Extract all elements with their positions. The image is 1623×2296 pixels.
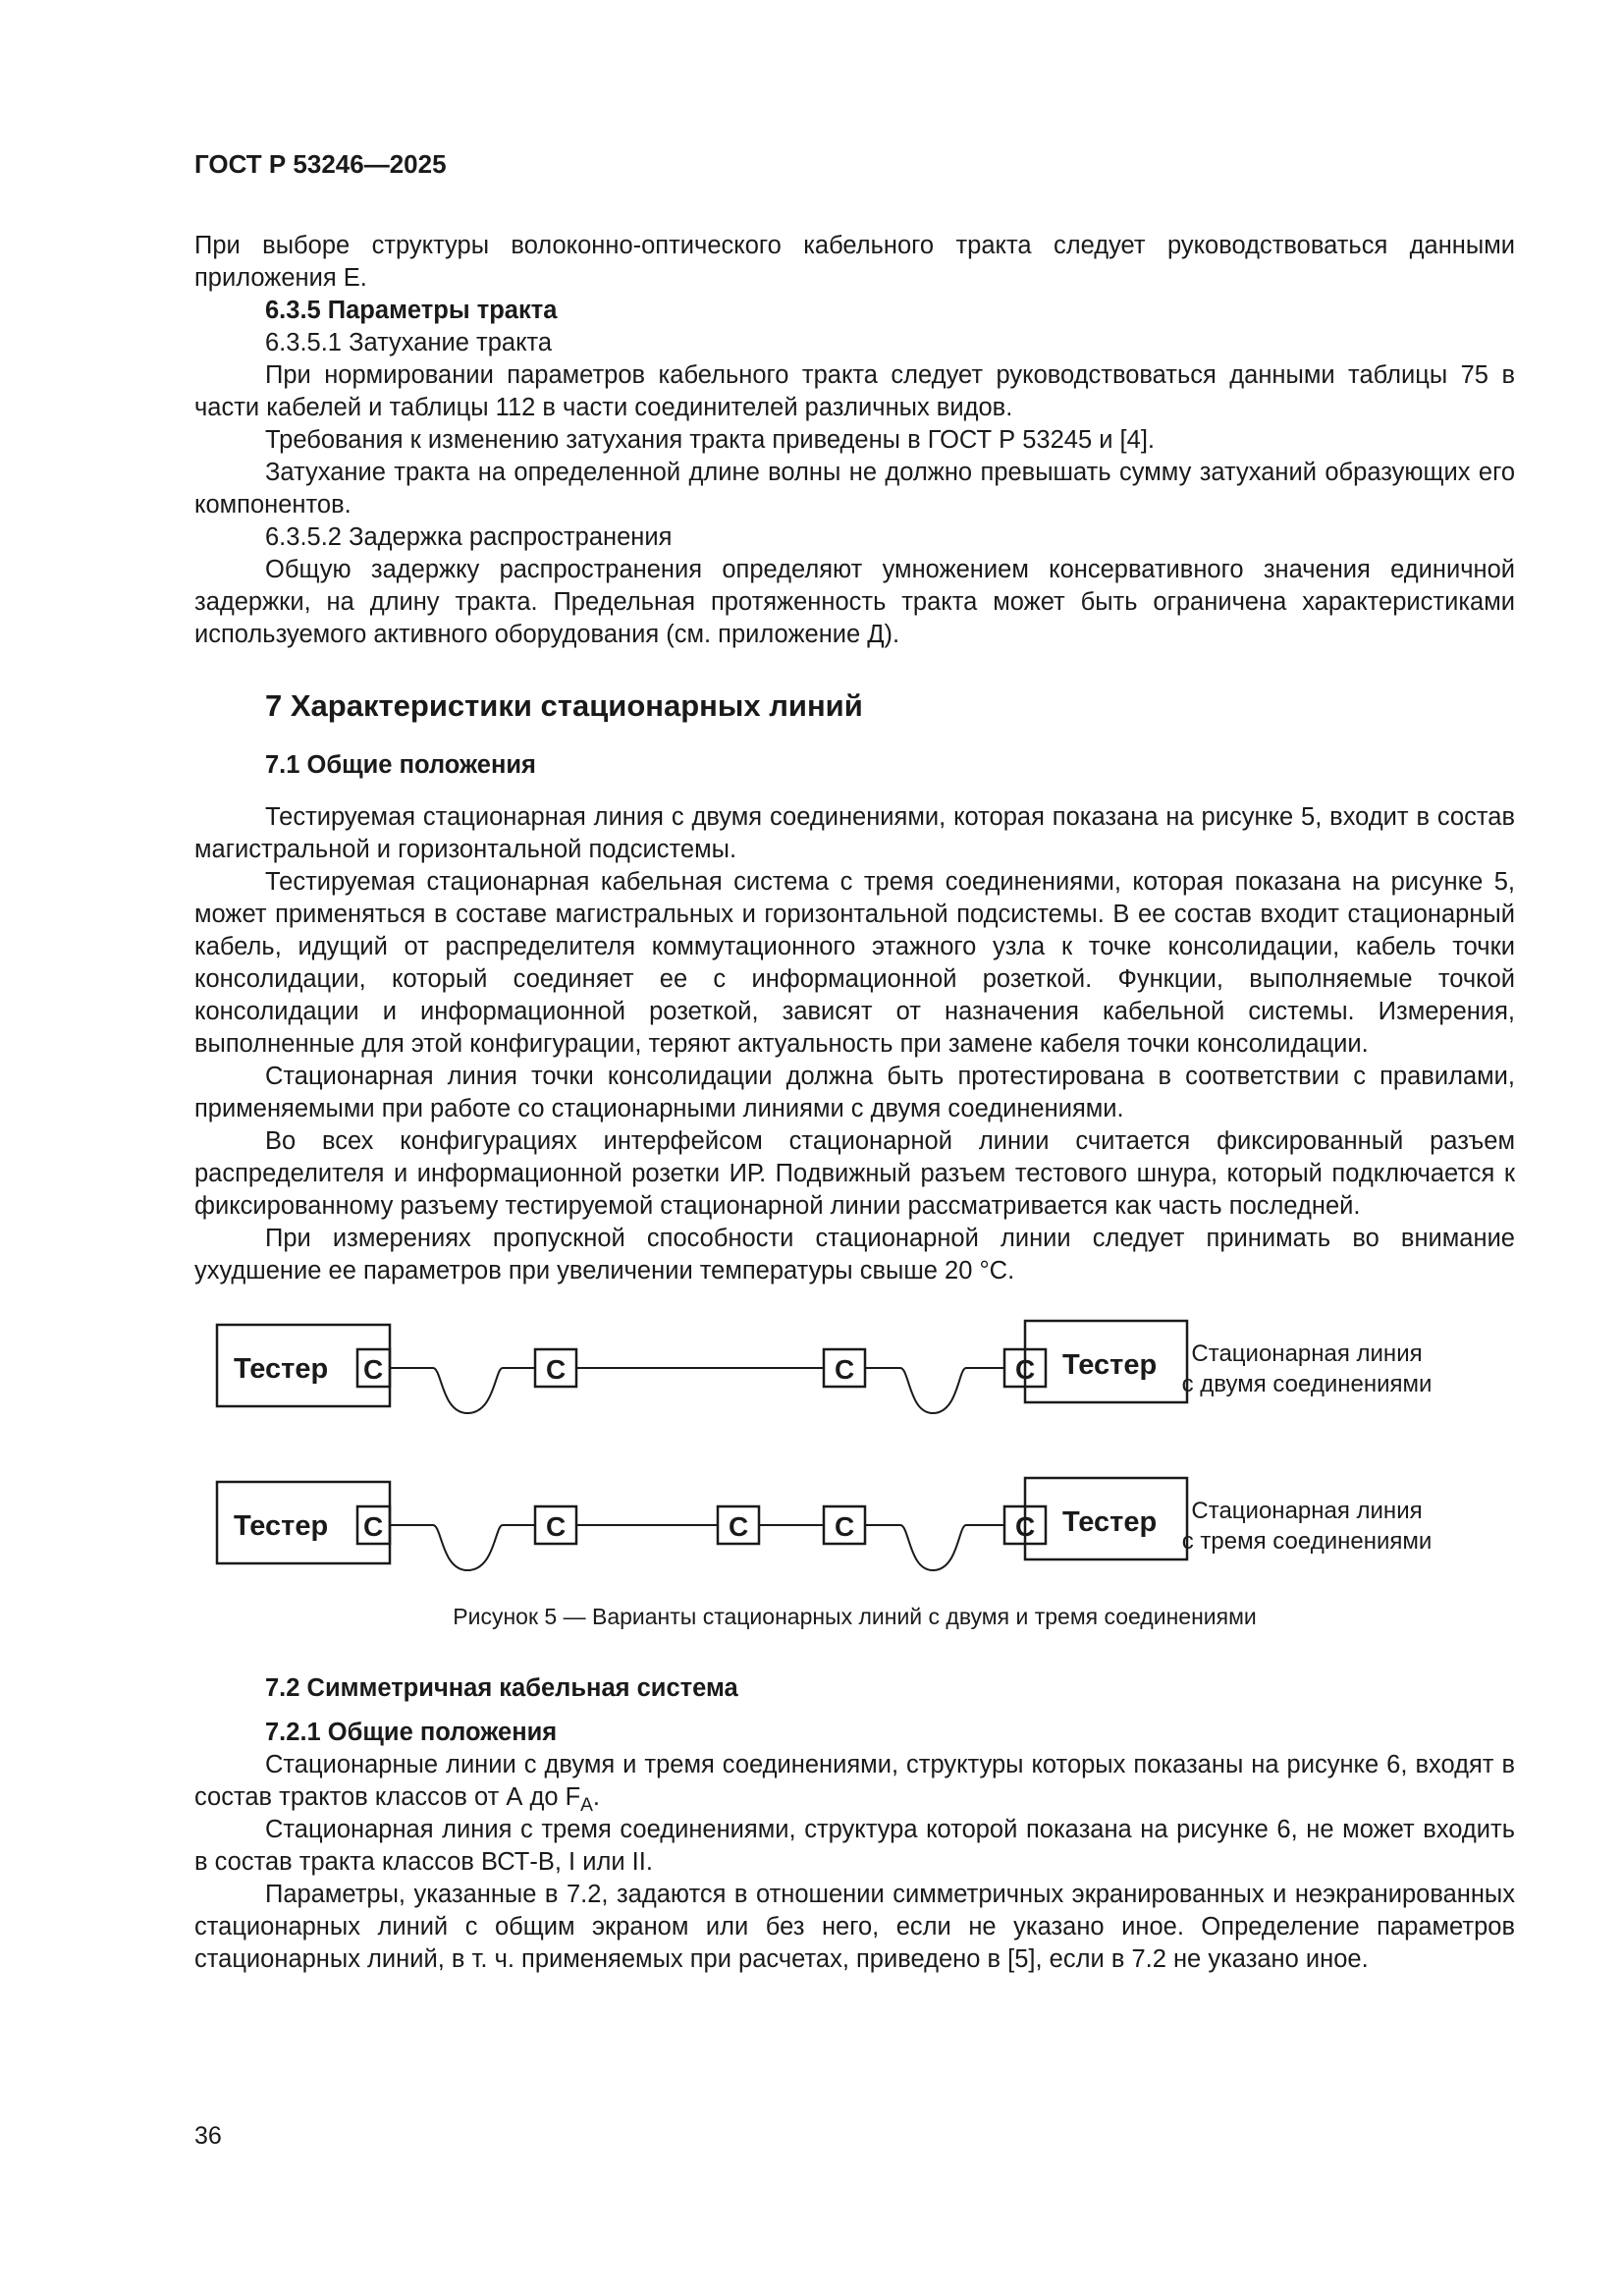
paragraph-7-2-1-b: Стационарная линия с тремя соединениями, структура которой показана на рисунке 6, не может входить в состав тракта классов ВСТ-В, I или II.	[194, 1816, 1515, 1876]
document-page	[194, 147, 1515, 1976]
section-6-3-5-2-title: 6.3.5.2 Задержка распространения	[265, 523, 673, 551]
page-number: 36	[194, 2122, 222, 2150]
figure-5-diagram	[194, 1315, 1515, 1600]
paragraph-7-1-c: Стационарная линия точки консолидации должна быть протестирована в соответствии с правилами, применяемыми при работе со стационарными линиями с двумя соединениями.	[194, 1063, 1515, 1122]
paragraph-7-1-e: При измерениях пропускной способности стационарной линии следует принимать во внимание ухудшение ее параметров при увеличении температуры свыше 20 °С.	[194, 1225, 1515, 1285]
tester-label: Тестер	[1062, 1349, 1158, 1381]
connector-label: С	[546, 1511, 567, 1542]
connector-label: С	[1015, 1511, 1036, 1542]
row1-label-line2: с двумя соединениями	[1181, 1371, 1433, 1397]
paragraph-7-1-d: Во всех конфигурациях интерфейсом стационарной линии считается фиксированный разъем распределителя и информационной розетки ИР. Подвижный разъем тестового шнура, который подключается к фиксированному разъему тестируемой стационарной линии рассматривается как часть последней.	[194, 1127, 1515, 1220]
tester-label: Тестер	[234, 1510, 329, 1542]
patch-cord-right	[865, 1525, 1004, 1570]
section-7-title: 7 Характеристики стационарных линий	[265, 688, 863, 723]
connector-label: С	[1015, 1354, 1036, 1385]
section-6-3-5-title: 6.3.5 Параметры тракта	[265, 297, 558, 324]
paragraph-7-2-1-a-text: Стационарные линии с двумя и тремя соединениями, структуры которых показаны на рисунке 6, входят в состав трактов классов от А до F	[194, 1751, 1515, 1811]
row2-label-line2: с тремя соединениями	[1181, 1528, 1433, 1555]
row-two-connections	[217, 1321, 1432, 1413]
row-three-connections	[217, 1478, 1432, 1570]
paragraph-7-1-b: Тестируемая стационарная кабельная система с тремя соединениями, которая показана на рисунке 5, может применяться в составе магистральных и горизонтальной подсистемы. В ее состав входит стационарный кабель, идущий от распределителя коммутационного этажного узла к точке консолидации, кабель точки консолидации, который соединяет ее с информационной розеткой. Функции, выполняемые точкой консолидации и информационной розеткой, зависят от назначения кабельной системы. Измерения, выполненные для этой конфигурации, теряют актуальность при замене кабеля точки консолидации.	[194, 868, 1515, 1058]
row1-label-line1: Стационарная линия	[1191, 1340, 1423, 1367]
patch-cord-left	[390, 1368, 535, 1413]
connector-label: С	[729, 1511, 749, 1542]
paragraph-7-2-1-c: Параметры, указанные в 7.2, задаются в отношении симметричных экранированных и неэкранированных стационарных линий с общим экраном или без него, если не указано иное. Определение параметров стационарных линий, в т. ч. применяемых при расчетах, приведено в [5], если в 7.2 не указано иное.	[194, 1881, 1515, 1973]
connector-label: С	[835, 1511, 855, 1542]
tester-label: Тестер	[234, 1353, 329, 1385]
paragraph-intro: При выборе структуры волоконно-оптического кабельного тракта следует руководствоваться данными приложения Е.	[194, 232, 1515, 292]
section-7-2-title: 7.2 Симметричная кабельная система	[265, 1674, 738, 1702]
patch-cord-right	[865, 1368, 1004, 1413]
figure-5	[194, 1315, 1515, 1600]
patch-cord-left	[390, 1525, 535, 1570]
connector-label: С	[363, 1354, 384, 1385]
section-6-3-5-1-title: 6.3.5.1 Затухание тракта	[265, 329, 553, 356]
class-subscript: A	[580, 1795, 593, 1817]
paragraph-6-3-5-1-c: Затухание тракта на определенной длине волны не должно превышать сумму затуханий образующих его компонентов.	[194, 459, 1515, 519]
document-header: ГОСТ Р 53246—2025	[194, 149, 447, 179]
paragraph-6-3-5-1-a: При нормировании параметров кабельного тракта следует руководствоваться данными таблицы 75 в части кабелей и таблицы 112 в части соединителей различных видов.	[194, 361, 1515, 421]
paragraph-7-2-1-a	[194, 1749, 1515, 1817]
paragraph-6-3-5-2: Общую задержку распространения определяют умножением консервативного значения единичной задержки, на длину тракта. Предельная протяженность тракта может быть ограничена характеристиками используемого активного оборудования (см. приложение Д).	[194, 556, 1515, 648]
row2-label-line1: Стационарная линия	[1191, 1498, 1423, 1524]
tester-label: Тестер	[1062, 1506, 1158, 1538]
connector-label: С	[363, 1511, 384, 1542]
section-7-2-1-title: 7.2.1 Общие положения	[265, 1719, 558, 1746]
figure-5-caption: Рисунок 5 — Варианты стационарных линий с двумя и тремя соединениями	[453, 1604, 1257, 1629]
paragraph-7-2-1-a-end: .	[592, 1783, 601, 1811]
paragraph-6-3-5-1-b: Требования к изменению затухания тракта приведены в ГОСТ Р 53245 и [4].	[265, 426, 1155, 454]
connector-label: С	[546, 1354, 567, 1385]
connector-label: С	[835, 1354, 855, 1385]
paragraph-7-1-a: Тестируемая стационарная линия с двумя соединениями, которая показана на рисунке 5, входит в состав магистральной и горизонтальной подсистемы.	[194, 803, 1515, 863]
section-7-1-title: 7.1 Общие положения	[265, 751, 536, 779]
